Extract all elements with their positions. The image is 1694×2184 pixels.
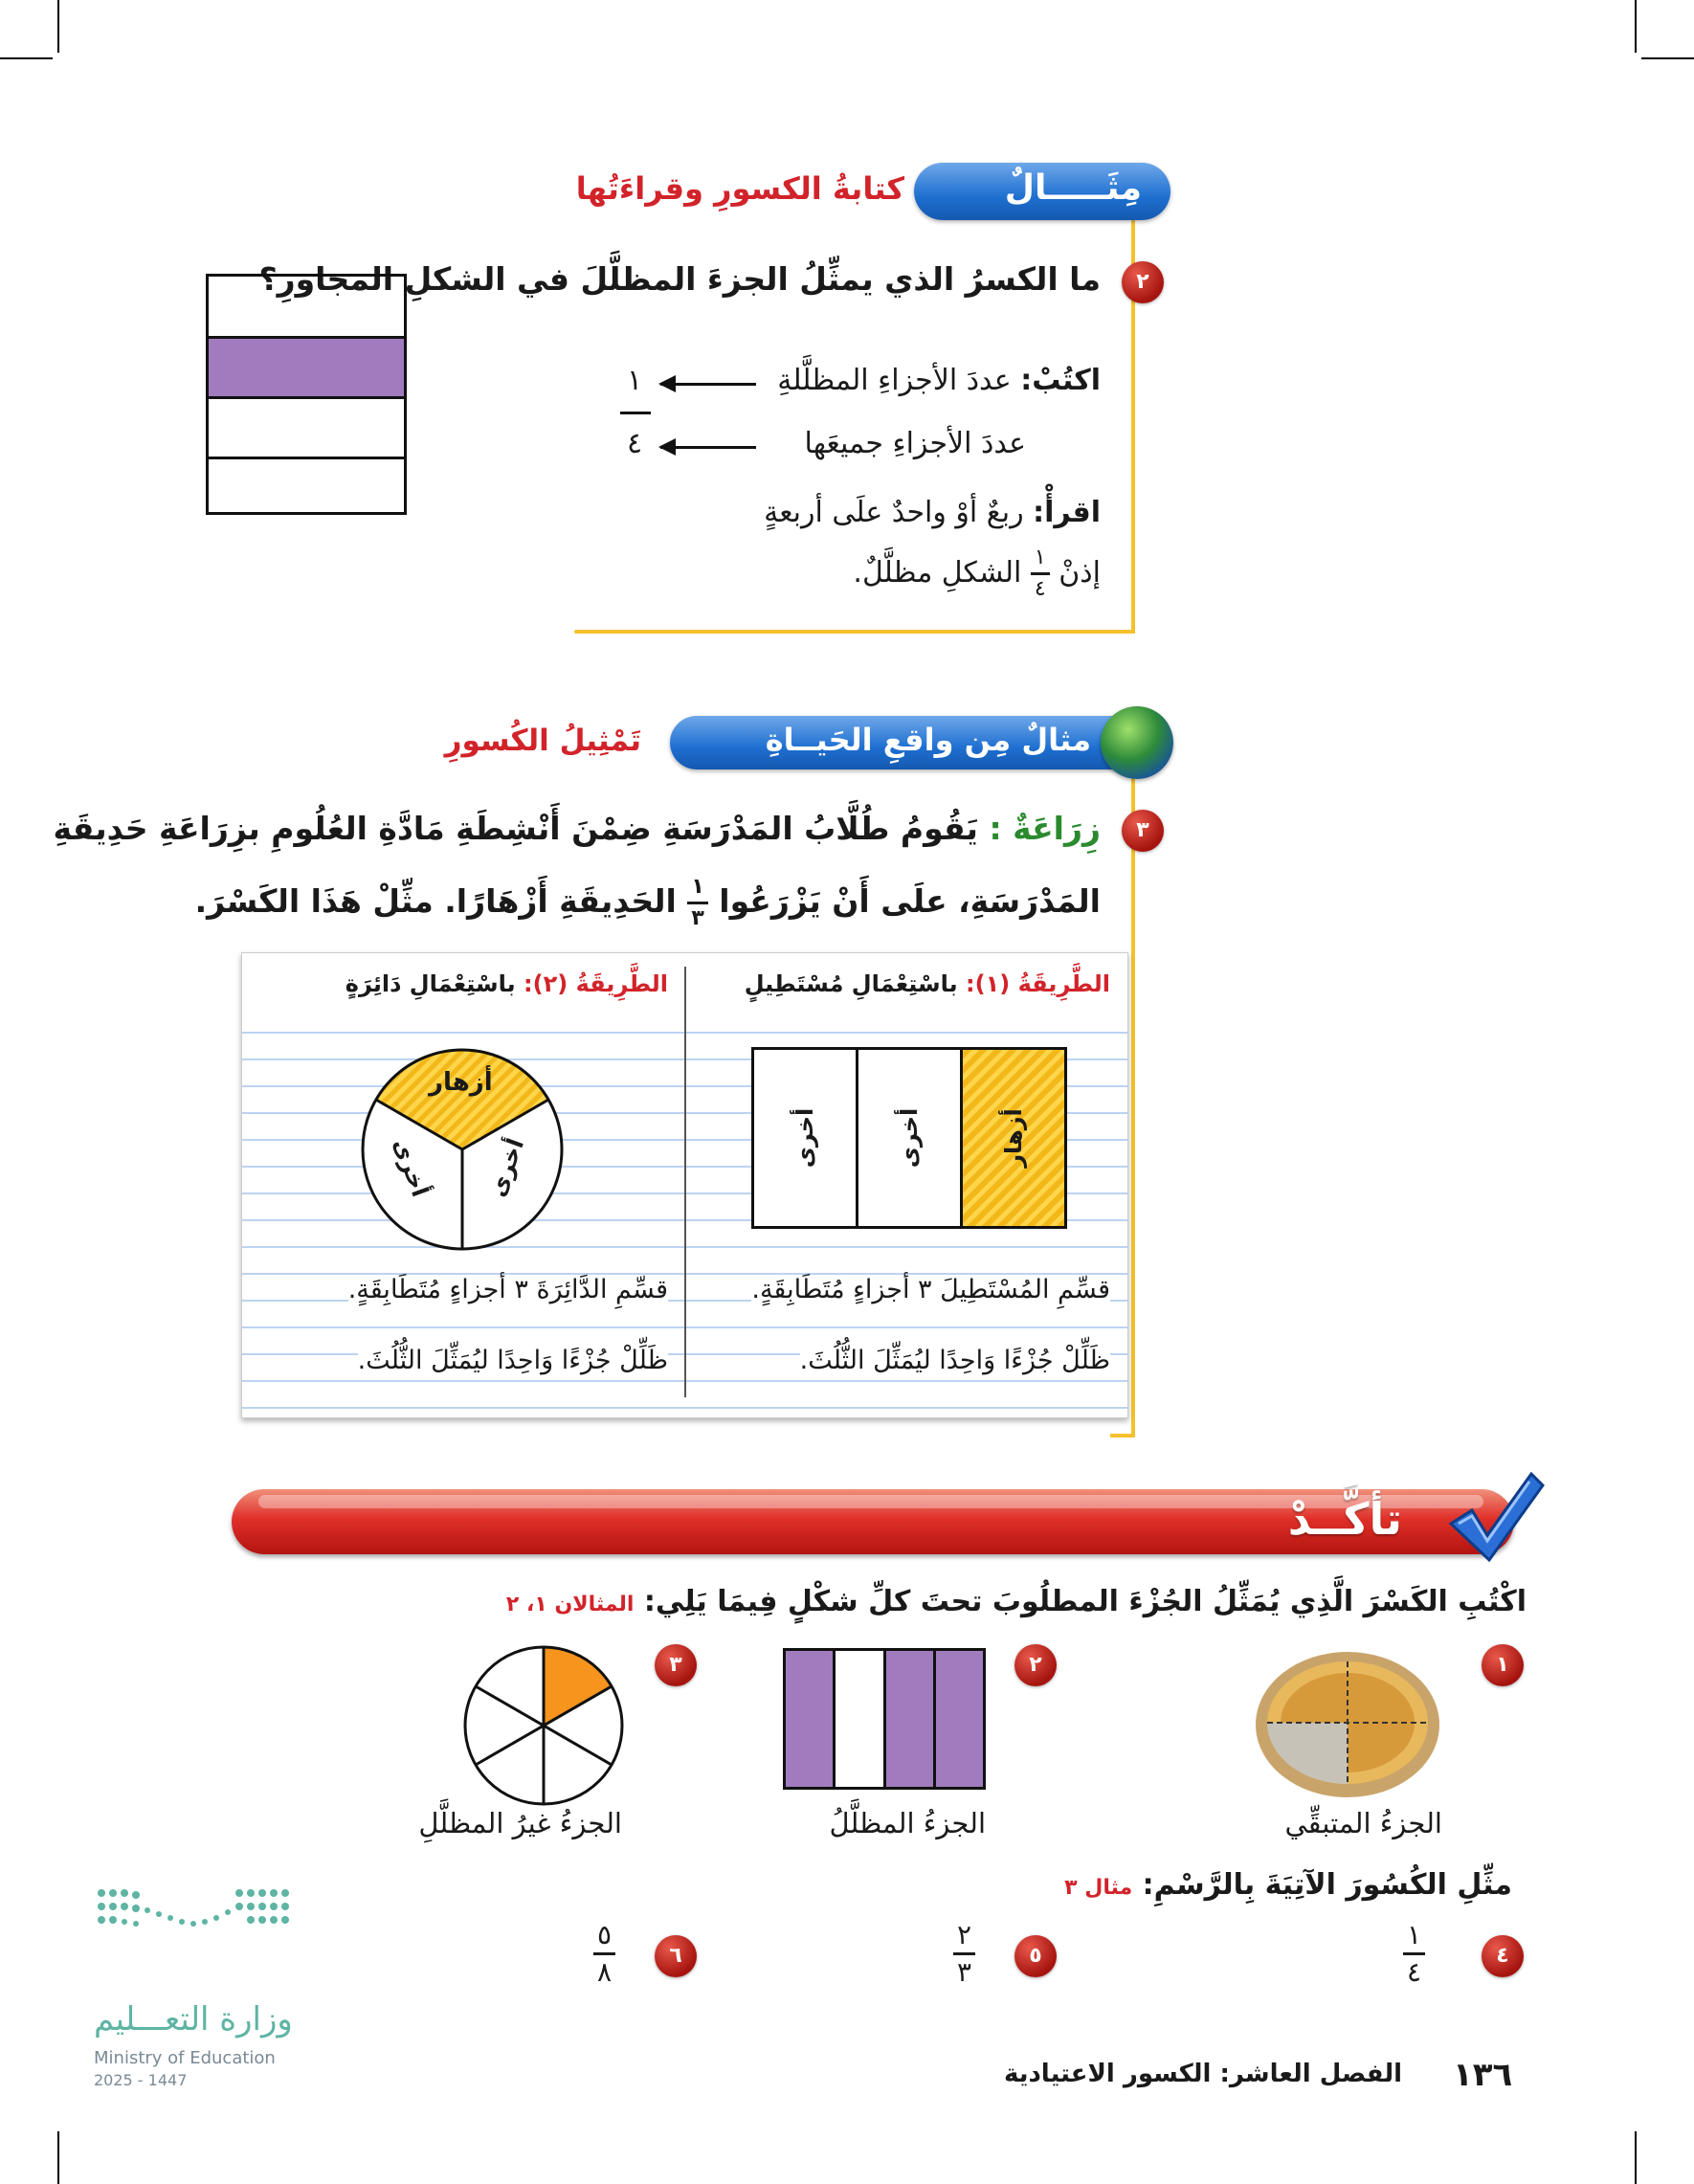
example-badge-label: مِثَـــــالٌ [1004, 168, 1142, 208]
item6-fraction [593, 1919, 615, 1988]
example-fraction-bar [620, 412, 651, 414]
item5-fraction-den: ٣ [953, 1952, 975, 1986]
method2-title-rest: باسْتِعْمَالِ دَائِرَةٍ [345, 970, 516, 997]
method2-title-num: الطَّرِيقَةُ (٢): [524, 970, 668, 997]
checkmark-icon [1443, 1464, 1549, 1570]
shaded-rectangle-figure [206, 274, 407, 515]
realworld-badge [670, 716, 1168, 769]
method1-step1: قسِّمِ المُسْتَطِيلَ ٣ أجزاءٍ مُتَطَابِقَةٍ. [751, 1275, 1110, 1304]
write-line2: عددَ الأجزاءِ جميعَها [804, 427, 1026, 460]
item2-number: ٢ [1014, 1644, 1057, 1686]
realworld-bottom-rule [1110, 1434, 1135, 1437]
method1-part-other [754, 1050, 858, 1226]
methods-panel [241, 952, 1128, 1418]
read-row [764, 496, 1101, 529]
method2-step1: قسِّمِ الدَّائِرَةَ ٣ أجزاءٍ مُتَطَابِقَةٍ. [347, 1275, 668, 1304]
item3-caption: الجزءُ غيرُ المظلَّلِ [418, 1807, 622, 1839]
item2-caption: الجزءُ المظلَّلُ [829, 1807, 986, 1839]
arrow-head [658, 438, 676, 456]
realworld-line2 [195, 877, 1101, 929]
ministry-name-ar: وزارة التعـــليم [94, 2000, 293, 2039]
item2-rectangle [783, 1648, 986, 1790]
check-banner-label: تأكَّــدْ [1287, 1493, 1402, 1545]
item5-fraction-num: ٢ [957, 1919, 972, 1950]
conclusion-fraction [1031, 547, 1050, 600]
item4-number: ٤ [1482, 1935, 1524, 1977]
rect-part-shaded [209, 339, 404, 399]
panel-divider [684, 967, 686, 1397]
rect-strip-shaded [936, 1651, 983, 1787]
check-instruction-row [506, 1585, 1527, 1618]
draw-ref: مثال ٣ [1064, 1876, 1133, 1900]
conclusion-fraction-num: ١ [1034, 546, 1046, 569]
method1-title-num: الطَّرِيقَةُ (١): [966, 970, 1110, 997]
crop-mark [57, 0, 59, 53]
conclusion-fraction-den: ٤ [1031, 572, 1050, 600]
method1-part-other [858, 1050, 963, 1226]
method1-rectangle [751, 1047, 1067, 1229]
example-numerator: ١ [627, 364, 643, 397]
check-instruction: اكْتُبِ الكَسْرَ الَّذِي يُمَثِّلُ الجُزْءَ المطلُوبَ تحتَ كلِّ شكْلٍ فِيمَا يَلِي: [643, 1585, 1527, 1618]
realworld-badge-label: مثالٌ مِن واقعِ الحَيــاةِ [765, 722, 1091, 758]
realworld-number: ٣ [1122, 810, 1164, 852]
crop-mark [1635, 0, 1637, 53]
write-line1: عددَ الأجزاءِ المظلَّلةِ [777, 364, 1012, 397]
item1-number: ١ [1482, 1644, 1524, 1686]
chapter-label: الفصل العاشر: [1219, 2060, 1402, 2088]
example-badge [914, 163, 1170, 220]
method1-title [745, 970, 1110, 997]
method1-part-flowers [963, 1050, 1064, 1226]
realworld-text1: يَقُومُ طُلَّابُ المَدْرَسَةِ ضِمْنَ أَنْشِطَةِ مَادَّةِ العُلُومِ بزِرَاعَةِ حَدِيقَةِ [53, 810, 978, 847]
realworld-text2-after: الحَدِيقَةِ أَزْهَارًا. مثِّلْ هَذَا الكَسْرَ. [194, 882, 677, 920]
crop-mark [1635, 2131, 1637, 2184]
method1-step2: ظَلِّلْ جُزْءًا وَاحِدًا ليُمَثِّلَ الثُّلُثَ. [799, 1346, 1110, 1375]
rect-part [209, 399, 404, 459]
rect-part [209, 459, 404, 517]
draw-instruction-row [1064, 1868, 1512, 1902]
rect-strip [836, 1651, 885, 1787]
conclusion-row [853, 547, 1101, 600]
item6-number: ٦ [655, 1935, 697, 1977]
method2-label-other-2: أخرى [483, 1134, 530, 1201]
method1-label-other-2: أخرى [791, 1107, 818, 1169]
chapter-row [1004, 2060, 1402, 2088]
realworld-fraction [687, 877, 707, 929]
pie-photo-image [1252, 1648, 1443, 1801]
draw-instruction: مثِّلِ الكُسُورَ الآتِيَةَ بِالرَّسْمِ: [1142, 1868, 1512, 1902]
conclusion-before: إذنْ [1059, 556, 1101, 590]
method1-title-rest: باسْتِعْمَالِ مُسْتَطِيلٍ [744, 970, 958, 997]
write-row [777, 364, 1101, 397]
method2-title [345, 970, 668, 997]
method2-label-flowers: أزهار [429, 1068, 493, 1097]
example-side-rule [1131, 191, 1135, 634]
realworld-fraction-num: ١ [691, 875, 704, 899]
realworld-title: تَمْثِيلُ الكُسورِ [444, 724, 641, 758]
item4-fraction [1403, 1919, 1425, 1988]
write-label: اكتُبْ: [1020, 364, 1101, 397]
method1-label-flowers: أزهار [1000, 1108, 1027, 1168]
read-label: اقرأْ: [1033, 496, 1101, 529]
item3-number: ٣ [655, 1644, 697, 1686]
example-bottom-rule [574, 630, 1135, 634]
example-title: كتابةُ الكسورِ وقراءَتُها [575, 170, 904, 207]
ministry-name-en: Ministry of Education [94, 2048, 276, 2068]
crop-mark [57, 2131, 59, 2184]
method2-label-other-1: أخرى [388, 1134, 435, 1201]
item5-fraction [953, 1919, 975, 1988]
rect-strip-shaded [786, 1651, 836, 1787]
item1-caption: الجزءُ المتبقِّي [1284, 1807, 1442, 1839]
conclusion-after: الشكلِ مظلَّلٌ. [853, 556, 1022, 590]
example-question: ما الكسرُ الذي يمثِّلُ الجزءَ المظلَّلَ في الشكلِ المجاورِ؟ [258, 260, 1101, 298]
globe-icon [1101, 706, 1173, 779]
realworld-fraction-den: ٣ [687, 902, 707, 929]
read-text: ربعٌ أوْ واحدٌ علَى أربعةٍ [764, 496, 1024, 529]
ministry-year: 2025 - 1447 [94, 2071, 188, 2089]
page-number: ١٣٦ [1453, 2056, 1513, 2094]
example-denominator: ٤ [627, 427, 643, 460]
item5-number: ٥ [1014, 1935, 1057, 1977]
rect-strip-shaded [886, 1651, 936, 1787]
chapter-title: الكسور الاعتيادية [1003, 2060, 1212, 2088]
realworld-text2-before: المَدْرَسَةِ، علَى أَنْ يَزْرَعُوا [719, 882, 1101, 920]
item6-fraction-num: ٥ [597, 1919, 613, 1950]
method2-step2: ظَلِّلْ جُزْءًا وَاحِدًا ليُمَثِّلَ الثُّلُثَ. [357, 1346, 668, 1375]
arrow-head [658, 375, 676, 392]
method1-label-other-1: أخرى [896, 1107, 923, 1169]
item4-fraction-num: ١ [1407, 1919, 1422, 1950]
crop-mark [1641, 57, 1694, 59]
rect-part [209, 277, 404, 339]
realworld-line1 [54, 810, 1102, 847]
crop-mark [0, 57, 53, 59]
item6-fraction-den: ٨ [593, 1952, 615, 1986]
ministry-logo-dots-icon [94, 1883, 300, 1941]
realworld-keyword: زِرَاعَةٌ : [989, 810, 1101, 847]
check-instruction-ref: المثالان ١، ٢ [505, 1593, 635, 1616]
example-number: ٢ [1122, 261, 1164, 303]
circle-slice-shaded [544, 1647, 612, 1726]
item3-circle [462, 1644, 625, 1807]
item4-fraction-den: ٤ [1403, 1952, 1425, 1986]
